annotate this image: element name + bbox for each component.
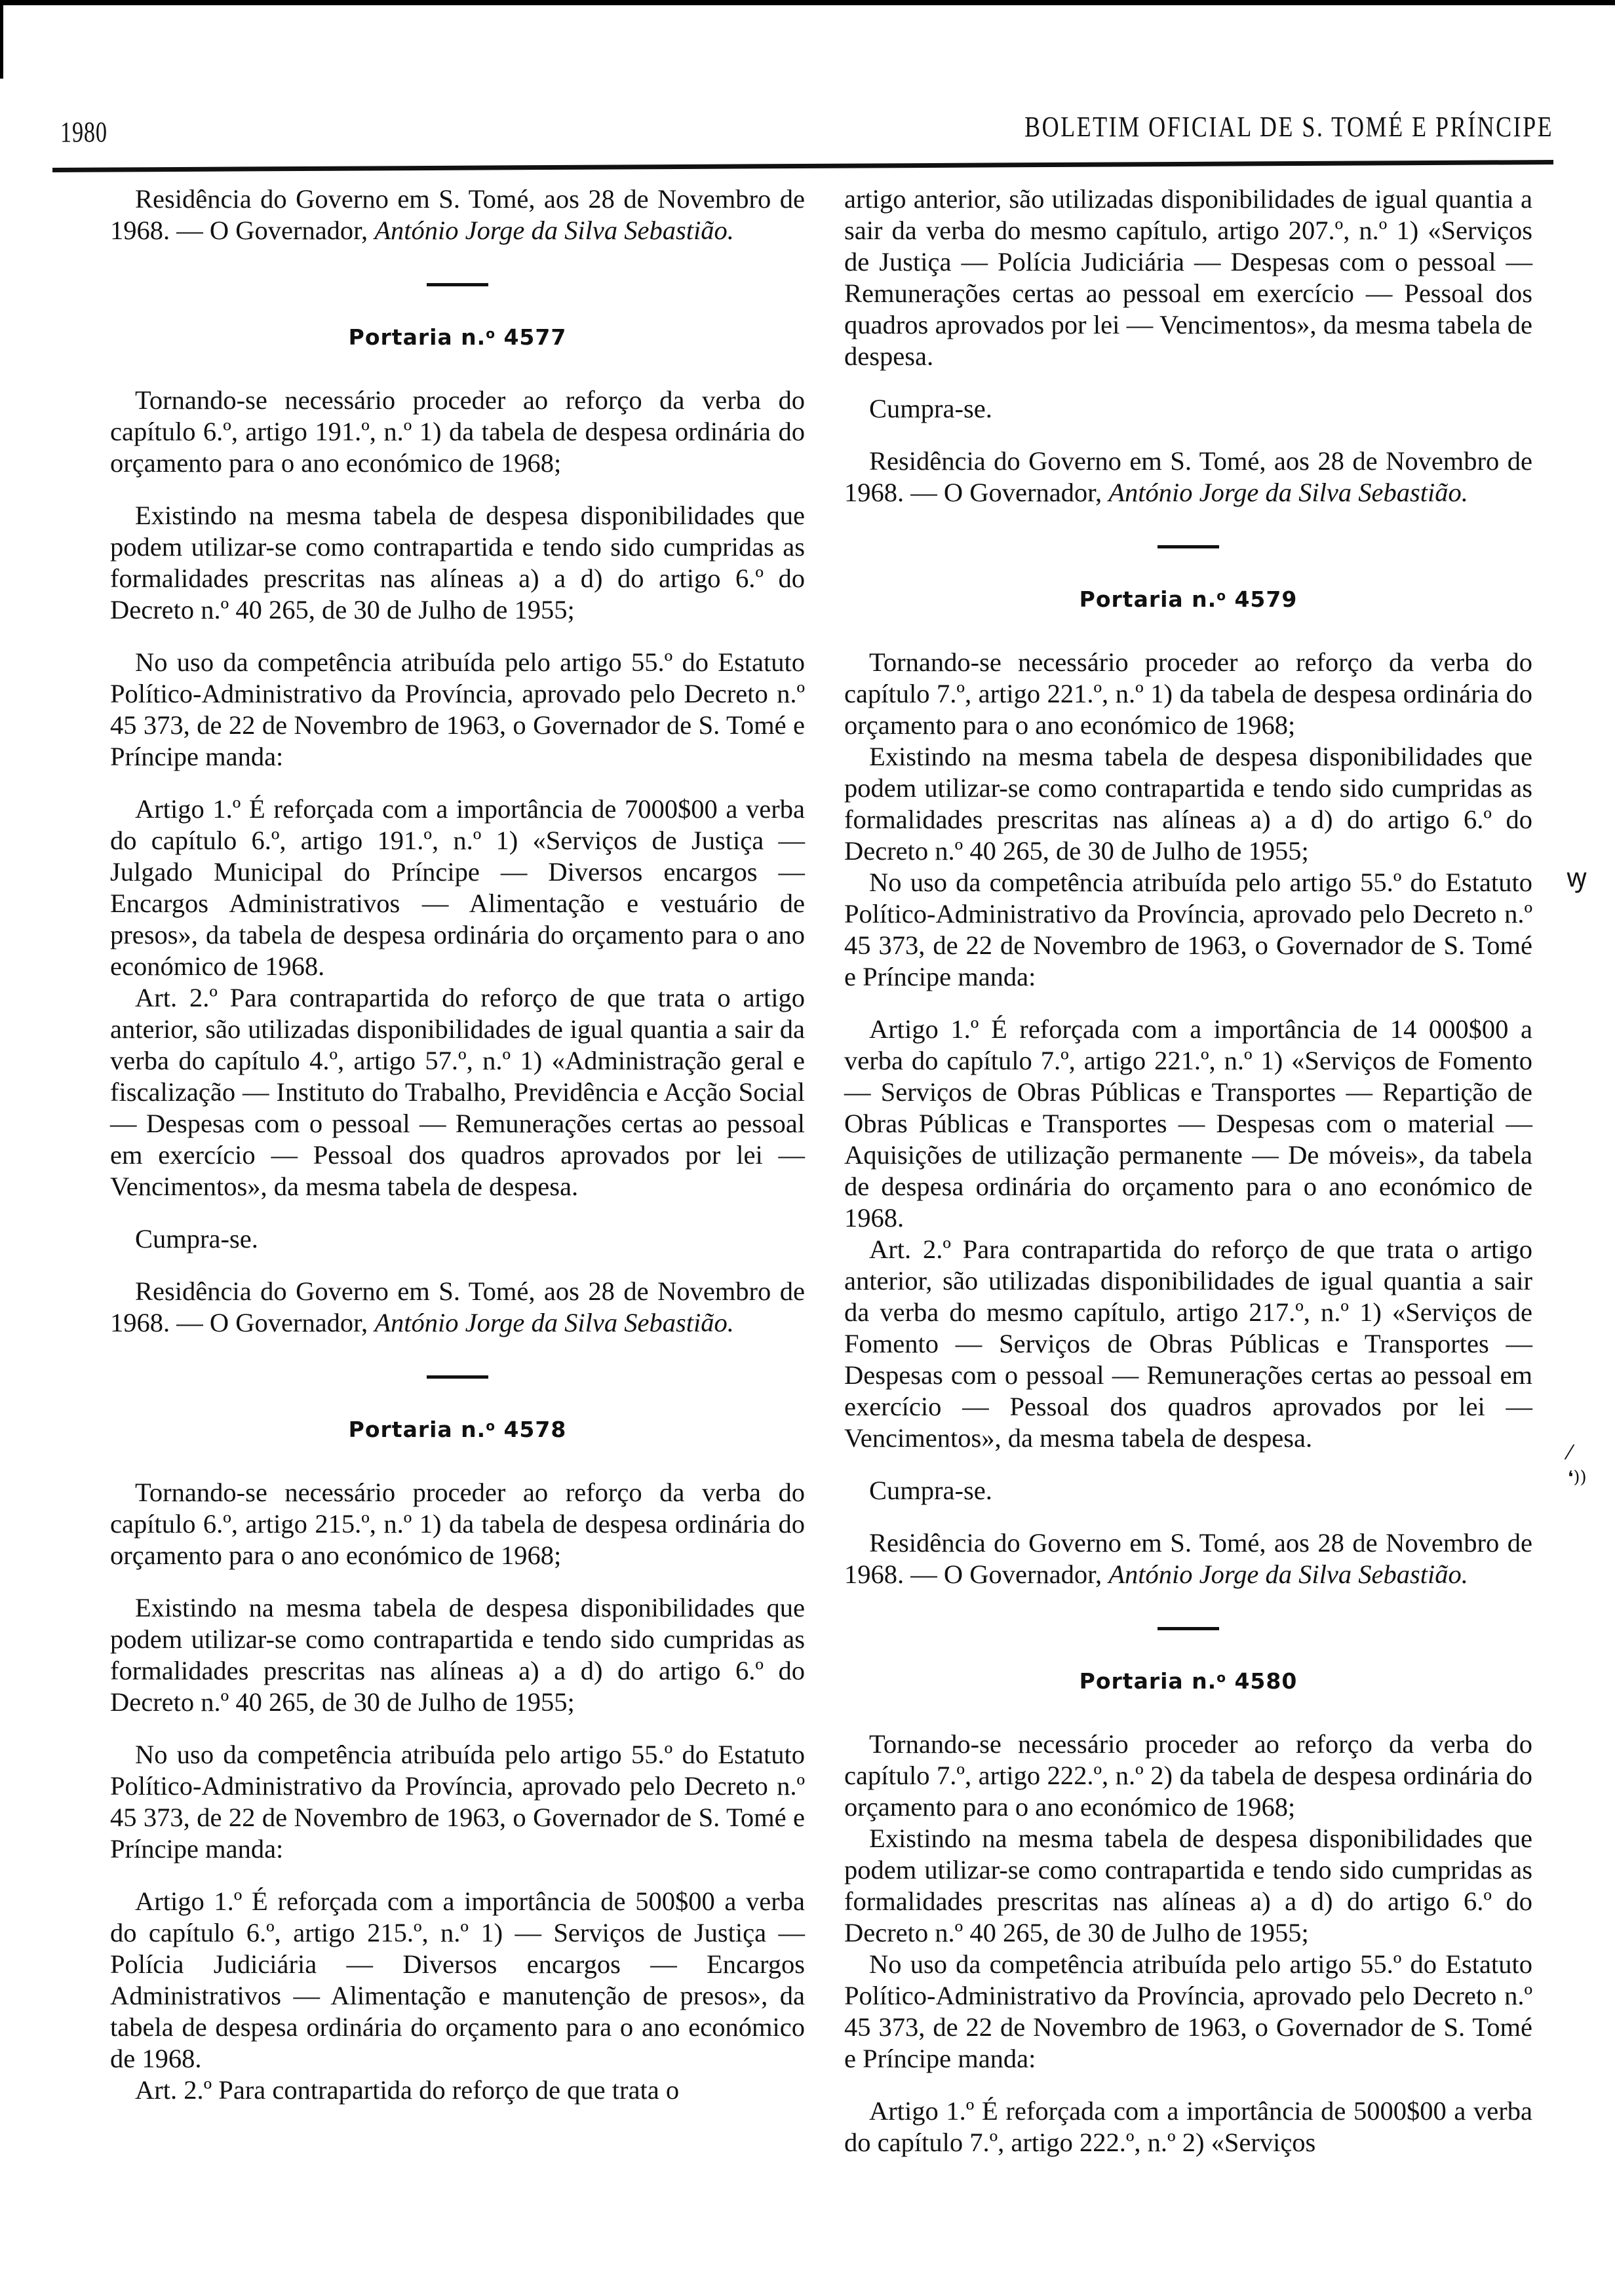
page-number: 1980: [60, 116, 107, 148]
running-title: BOLETIM OFICIAL DE S. TOMÉ E PRÍNCIPE: [1024, 111, 1553, 143]
section-separator: [427, 1375, 488, 1379]
paragraph: Existindo na mesma tabela de despesa disponibilidades que podem utilizar-se como contrapartida e tendo sido cumpridas as formalidades prescritas nas alíneas a) a d) do artigo 6.º do Decreto n.º 40 265, de 30 de Julho de 1955;: [110, 1593, 805, 1717]
cumpra-se: Cumpra-se.: [869, 394, 992, 423]
governor-name: António Jorge da Silva Sebastião.: [374, 216, 734, 245]
paragraph: No uso da competência atribuída pelo artigo 55.º do Estatuto Político-Administrativo da Província, aprovado pelo Decreto n.º 45 373, de 22 de Novembro de 1963, o Governador de S. Tomé e Príncipe manda:: [844, 868, 1532, 991]
closing-signature: Residência do Governo em S. Tomé, aos 28 de Novembro de 1968. — O Governador, António Jorge da Silva Sebastião.: [844, 446, 1532, 507]
paragraph: Tornando-se necessário proceder ao reforço da verba do capítulo 6.º, artigo 191.º, n.º 1) da tabela de despesa ordinária do orçamento para o ano económico de 1968;: [110, 385, 805, 478]
paragraph: Tornando-se necessário proceder ao reforço da verba do capítulo 7.º, artigo 221.º, n.º 1) da tabela de despesa ordinária do orçamento para o ano económico de 1968;: [844, 647, 1532, 740]
portaria-4578: [110, 1410, 805, 2106]
left-column: [110, 183, 805, 2106]
section-separator: [1158, 545, 1219, 548]
paragraph: Tornando-se necessário proceder ao reforço da verba do capítulo 6.º, artigo 215.º, n.º 1) da tabela de despesa ordinária do orçamento para o ano económico de 1968;: [110, 1478, 805, 1570]
paragraph: No uso da competência atribuída pelo artigo 55.º do Estatuto Político-Administrativo da Província, aprovado pelo Decreto n.º 45 373, de 22 de Novembro de 1963, o Governador de S. Tomé e Príncipe manda:: [110, 647, 805, 771]
handwritten-mark-icon: ⁄: [1568, 1442, 1572, 1464]
portaria-title: Portaria n.$^o$ 4580: [1079, 1668, 1298, 1694]
portaria-4579: [844, 580, 1532, 1590]
cumpra-se: Cumpra-se.: [869, 1476, 992, 1505]
governor-name: António Jorge da Silva Sebastião.: [1108, 1559, 1468, 1589]
article-1-start: Artigo 1.º É reforçada com a importância de 5000$00 a verba do capítulo 7.º, artigo 222.º, n.º 2) «Serviços: [844, 2096, 1532, 2157]
portaria-4580: [844, 1662, 1532, 2158]
paragraph: Existindo na mesma tabela de despesa disponibilidades que podem utilizar-se como contrapartida e tendo sido cumpridas as formalidades prescritas nas alíneas a) a d) do artigo 6.º do Decreto n.º 40 265, de 30 de Julho de 1955;: [844, 1824, 1532, 1947]
closing-signature: Residência do Governo em S. Tomé, aos 28 de Novembro de 1968. — O Governador, António Jorge da Silva Sebastião.: [110, 1276, 805, 1337]
handwritten-mark-icon: ꝡ: [1566, 863, 1587, 893]
portaria-title: Portaria n.$^o$ 4578: [348, 1417, 567, 1442]
closing-signature: Residência do Governo em S. Tomé, aos 28 de Novembro de 1968. — O Governador, António Jorge da Silva Sebastião.: [110, 184, 805, 245]
scan-edge-left: [0, 0, 3, 79]
portaria-4577: [110, 318, 805, 1339]
article-1: Artigo 1.º É reforçada com a importância de 14 000$00 a verba do capítulo 7.º, artigo 221.º, n.º 1) «Serviços de Fomento — Serviços de Obras Públicas e Transportes — Repartição de Obras Públicas e Transportes — Despesas com o material — Aquisições de utilização permanente — De móveis», da tabela de despesa ordinária do orçamento para o ano económico de 1968.: [844, 1014, 1532, 1233]
right-column: [844, 183, 1532, 2158]
paragraph: Existindo na mesma tabela de despesa disponibilidades que podem utilizar-se como contrapartida e tendo sido cumpridas as formalidades prescritas nas alíneas a) a d) do artigo 6.º do Decreto n.º 40 265, de 30 de Julho de 1955;: [110, 501, 805, 624]
portaria-title: Portaria n.$^o$ 4579: [1079, 586, 1298, 612]
article-2: Art. 2.º Para contrapartida do reforço de que trata o artigo anterior, são utilizadas disponibilidades de igual quantia a sair da verba do capítulo 4.º, artigo 57.º, n.º 1) «Administração geral e fiscalização — Instituto do Trabalho, Previdência e Acção Social — Despesas com o pessoal — Remunerações certas ao pessoal em exercício — Pessoal dos quadros aprovados por lei — Vencimentos», da mesma tabela de despesa.: [110, 983, 805, 1201]
portaria-title: Portaria n.$^o$ 4577: [348, 324, 567, 350]
section-separator: [1158, 1627, 1219, 1630]
article-1: Artigo 1.º É reforçada com a importância de 500$00 a verba do capítulo 6.º, artigo 215.º, n.º 1) — Serviços de Justiça — Polícia Judiciária — Diversos encargos — Encargos Administrativos — Alimentação e manutenção de presos», da tabela de despesa ordinária do orçamento para o ano económico de 1968.: [110, 1886, 805, 2073]
scan-edge-top: [0, 0, 1615, 5]
page-header: [52, 110, 1553, 156]
article-2-continued: artigo anterior, são utilizadas disponibilidades de igual quantia a sair da verba do mesmo capítulo, artigo 207.º, n.º 1) «Serviços de Justiça — Polícia Judiciária — Despesas com o pessoal — Remunerações certas ao pessoal em exercício — Pessoal dos quadros aprovados por lei — Vencimentos», da mesma tabela de despesa.: [844, 184, 1532, 371]
paragraph: No uso da competência atribuída pelo artigo 55.º do Estatuto Político-Administrativo da Província, aprovado pelo Decreto n.º 45 373, de 22 de Novembro de 1963, o Governador de S. Tomé e Príncipe manda:: [110, 1740, 805, 1864]
article-2-start: Art. 2.º Para contrapartida do reforço de que trata o: [135, 2075, 680, 2105]
paragraph: Existindo na mesma tabela de despesa disponibilidades que podem utilizar-se como contrapartida e tendo sido cumpridas as formalidades prescritas nas alíneas a) a d) do artigo 6.º do Decreto n.º 40 265, de 30 de Julho de 1955;: [844, 742, 1532, 866]
section-separator: [427, 283, 488, 286]
cumpra-se: Cumpra-se.: [135, 1224, 258, 1253]
paragraph: Tornando-se necessário proceder ao reforço da verba do capítulo 7.º, artigo 222.º, n.º 2) da tabela de despesa ordinária do orçamento para o ano económico de 1968;: [844, 1729, 1532, 1822]
handwritten-mark-icon: ❛)): [1568, 1468, 1587, 1487]
governor-name: António Jorge da Silva Sebastião.: [1108, 478, 1468, 507]
article-2: Art. 2.º Para contrapartida do reforço de que trata o artigo anterior, são utilizadas disponibilidades de igual quantia a sair da verba do mesmo capítulo, artigo 217.º, n.º 1) «Serviços de Fomento — Serviços de Obras Públicas e Transportes — Despesas com o pessoal — Remunerações certas ao pessoal em exercício — Pessoal dos quadros aprovados por lei — Vencimentos», da mesma tabela de despesa.: [844, 1234, 1532, 1453]
article-1: Artigo 1.º É reforçada com a importância de 7000$00 a verba do capítulo 6.º, artigo 191.º, n.º 1) «Serviços de Justiça — Julgado Municipal do Príncipe — Diversos encargos — Encargos Administrativos — Alimentação e vestuário de presos», da tabela de despesa ordinária do orçamento para o ano económico de 1968.: [110, 794, 805, 981]
governor-name: António Jorge da Silva Sebastião.: [374, 1308, 734, 1337]
portaria-4578-continued: [844, 183, 1532, 508]
paragraph: No uso da competência atribuída pelo artigo 55.º do Estatuto Político-Administrativo da Província, aprovado pelo Decreto n.º 45 373, de 22 de Novembro de 1963, o Governador de S. Tomé e Príncipe manda:: [844, 1949, 1532, 2073]
closing-signature: Residência do Governo em S. Tomé, aos 28 de Novembro de 1968. — O Governador, António Jorge da Silva Sebastião.: [844, 1528, 1532, 1589]
header-rule: [52, 160, 1553, 172]
